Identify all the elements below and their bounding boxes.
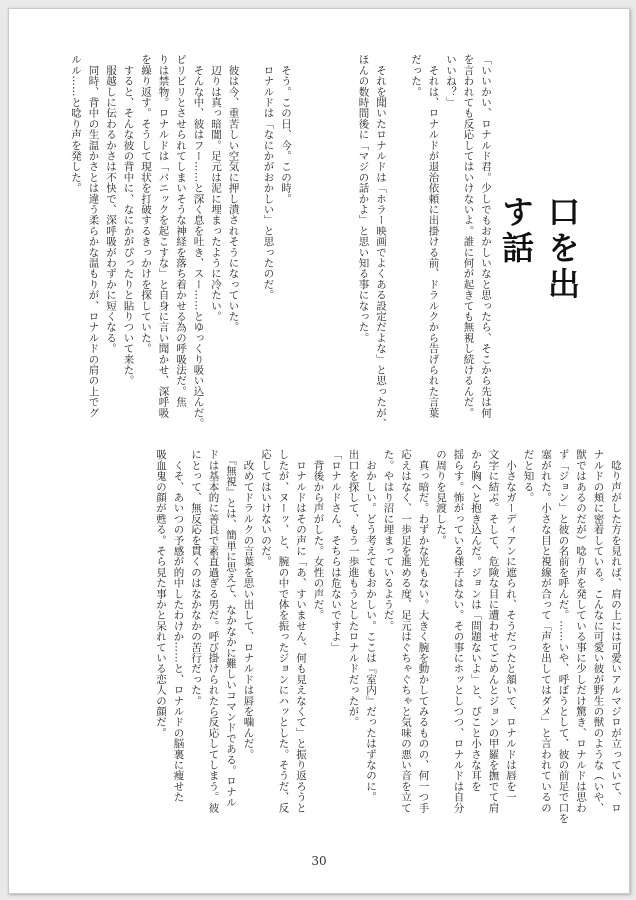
book-page [8, 8, 630, 894]
body-text-top-right: 「いいかい、ロナルド君。少しでもおかしいなと思ったら、そこから先は何 を言われても反応してはいけないよ。誰に何が起きても無視し続けるんだ。 いいね？」 それは、ロナルドが退治依頼に出掛ける前、ドラルクから告げられた言葉 だった。 それを聞いたロナルドは「ホラー映画でよくある設定だよな」と思ったが、 ほんの数時間後に「マジの話かよ」と思い知る事になった。 [357, 54, 492, 429]
chapter-title: 口を出す話 [497, 195, 581, 303]
page-number: 30 [311, 854, 327, 868]
body-text-bottom: 唸り声がした方を見れば、肩の上には可愛いアルマジロが立っていて、ロ ナルドの頬に密着している。こんなに可愛い彼が野生の獣のような（いや、 獣ではあるのだが）唸り声を発している事に少しだけ驚き、ロナルドは思わ ず「ジョン」と彼の名前を呼んだ。……いや、呼ぼうとして、彼の前足で口を 塞がれた。小さな目と視線が合って「声を出してはダメ」と言われているの だと知る。 小さなガーディアンに遮られ、そうだったと頷いて、ロナルドは唇を一 文字に結ぶ。そして、危険な目に遭わせてごめんとジョンの甲羅を撫でて肩 から胸へと抱き込んだ。ジョンは「問題ないよ」と、ぴこと小さな耳を 揺らす。怖がっている様子はない。その事にホッとしつつ、ロナルドは自分 の周りを見渡した。 真っ暗だ。わずかな光もない。大きく腕を動かしてみるものの、何一つ手 応えはなく、一歩足を進める度、足元はぐちゃぐちゃと気味の悪い音を立て た。やはり沼に埋まっているようだ。 おかしい。どう考えてもおかしい。ここは『室内』だったはずなのに。 出口を探して、もう一歩進もうとしたロナルドだったが。 「ロナルドさん、そちらは危ないですよ」 背後から声がした。女性の声だ。 ロナルドはその声に「あ、すいません、何も見えなくて」と振り返ろうと したが、ヌーッ、と、腕の中で体を振ったジョンにハッとした。そうだ、反 応してはいけないのだ。 改めてドラルクの言葉を思い出して、ロナルドは唇を噛んだ。 『無視』とは、簡単に思えて、なかなかに難しいコマンドである。ロナル ドは基本的に善良で素直過ぎる男だ。呼び掛けられたら反応してしまう。彼 にとって、無反応を貫くのはなかなかの苦行だった。 くそ、あいつの予感が的中したわけか……と、ロナルドの脳裏に痩せた 吸血鬼の顔が甦る。そら見た事かと呆れている恋人の顔だ。 [155, 449, 622, 824]
body-text-top-left: そう。この日、今。この時。 ロナルドは「なにかがおかしい」と思ったのだ。 彼は今、重苦しい空気に押し潰されそうになっていた。 辺りは真っ暗闇。足元は泥に埋まったように冷たい。 そんな中、彼はフー……と深く息を吐き、スー……とゆっくり吸い込んだ。 ピリピリとさせられてしまいそうな神経を落ち着かせる為の呼吸法だ。焦 りは禁物。ロナルドは「パニックを起こすな」と自身に言い聞かせ、深呼吸 を繰り返す。そうして現状を打破するきっかけを探していた。 すると、そんな彼の背中に、なにかがぴったりと貼りついて来た。 服越しに伝わるかさは不快で、深呼吸がわずかに短くなる。 同時、背中の生温かさとは違う柔らかな温もりが、ロナルドの肩の上でグ ルル……と唸り声を発した。 [70, 54, 292, 429]
